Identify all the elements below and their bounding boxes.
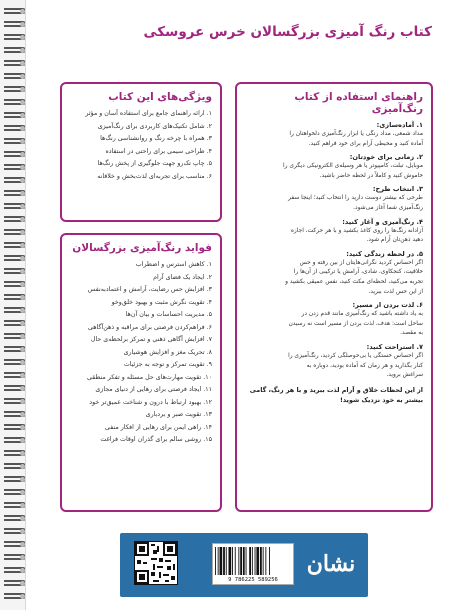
binding-hole (20, 282, 25, 287)
binding-hole (20, 516, 25, 521)
binding-hole (20, 87, 25, 92)
barcode-bar (223, 547, 225, 575)
list-item: ۲. شامل تکنیک‌های کاربردی برای رنگ‌آمیزی (97, 122, 212, 130)
benefits-heading: فواید رنگ‌آمیزی بزرگسالان (72, 242, 212, 254)
guide-section-body (245, 162, 423, 181)
binding-hole (20, 542, 25, 547)
list-item: ۱۱. ایجاد فرصتی برای رهایی از دنیای مجازی (95, 386, 212, 393)
guide-closing-line: از این لحظات خلاق و آرام لذت ببرید و با هر رنگ، گامی (249, 385, 423, 394)
guide-section-body (245, 227, 423, 246)
list-item: ۶. مناسب برای تجربه‌ای لذت‌بخش و خلاقانه (97, 172, 212, 180)
barcode-bar (238, 547, 239, 575)
guide-section-body (245, 130, 423, 149)
binding-hole (20, 529, 25, 534)
list-item: ۴. طراحی سیمی برای راحتی در استفاده (105, 147, 212, 155)
guide-section-body (245, 310, 423, 339)
benefits-list (70, 259, 212, 447)
binding-hole (20, 334, 25, 339)
barcode-bar (246, 547, 247, 575)
binding-hole (20, 568, 25, 573)
guide-section-title: ۴. رنگ‌آمیزی و آغاز کنید: (342, 217, 423, 226)
guide-section-body (245, 194, 423, 213)
guide-line: به یاد داشته باشید که رنگ‌آمیزی مانند قدم زدن در (301, 311, 423, 318)
list-item: ۳. افزایش حس رضایت، آرامش و اعتمادبه‌نفس (87, 286, 212, 293)
guide-line: آماده کنید و محیطی آرام برای خود فراهم کنید. (308, 140, 423, 147)
guide-line: اگر احساس خستگی یا بی‌حوصلگی کردید، رنگ‌آمیزی را (288, 352, 423, 359)
barcode-lines (215, 547, 289, 575)
barcode-bar (255, 547, 256, 575)
binding-hole (20, 490, 25, 495)
binding-hole (20, 100, 25, 105)
guide-line: طرحی که بیشتر دوست دارید را انتخاب کنید؛ اینجا سفر (288, 195, 423, 202)
list-item: ۵. چاپ تک‌رو جهت جلوگیری از پخش رنگ‌ها (97, 160, 212, 167)
barcode-bar (215, 547, 216, 575)
list-item: ۱۴. راهی ایمن برای رهایی از افکار منفی (105, 423, 212, 431)
binding-hole (20, 308, 25, 313)
guide-section-title: ۶. لذت بردن از مسیر: (352, 301, 423, 310)
barcode-bar (265, 547, 266, 575)
guide-line: خلاقیت، کنجکاوی، شادی، آرامش یا ترکیبی از آن‌ها را (293, 269, 423, 276)
binding-hole (20, 165, 25, 170)
binding-hole (20, 347, 25, 352)
binding-hole (20, 256, 25, 261)
binding-hole (20, 9, 25, 14)
barcode-bar (256, 547, 259, 575)
barcode-bar (260, 547, 262, 575)
list-item: ۷. افزایش آگاهی ذهنی و تمرکز برلحظه‌ی حال (90, 336, 212, 343)
list-item: ۸. تحریک مغز و افزایش هوشیاری (123, 348, 212, 356)
guide-line: به مقصد. (400, 330, 423, 337)
guide-line: ساحل است: هدف، لذت بردن از مسیر است نه رسیدن (288, 320, 423, 327)
barcode-bar (218, 547, 219, 575)
barcode-bar (269, 547, 270, 575)
guide-box (235, 82, 433, 512)
binding-hole (20, 139, 25, 144)
list-item: ۱۵. روشی سالم برای گذران اوقات فراغت (100, 436, 212, 443)
qr-code (134, 541, 178, 585)
binding-hole (20, 217, 25, 222)
guide-line: آزادانه رنگ‌ها را روی کاغذ بکشید و با هر حرکت، اجازه (290, 227, 423, 234)
barcode-bar (235, 547, 236, 575)
list-item: ۱۲. بهبود ارتباط با درون و شناخت عمیق‌تر خود (89, 398, 212, 406)
barcode-bar (240, 547, 242, 575)
guide-closing (245, 385, 423, 405)
barcode-bar (229, 547, 232, 575)
guide-line: موبایل، تبلت، کامپیوتر یا هر وسیله‌ی الکترونیکی دیگری را (283, 163, 423, 170)
binding-hole (20, 74, 25, 79)
guide-section-title: ۵. در لحظه زندگی کنید: (346, 249, 423, 258)
binding-hole (20, 48, 25, 53)
guide-section-title: ۲. زمانی برای خودتان: (349, 153, 423, 162)
binding-hole (20, 425, 25, 430)
binding-hole (20, 477, 25, 482)
binding-hole (20, 581, 25, 586)
guide-line: کنار بگذارید و هر زمان که آماده بودید، دوباره به (306, 362, 423, 369)
binding-hole (20, 399, 25, 404)
features-box (60, 82, 222, 222)
barcode-bar (232, 547, 233, 575)
guide-line: دهید ذهن‌تان آرام شود. (366, 237, 423, 244)
list-item: ۵. مدیریت احساسات و بیان آن‌ها (125, 311, 212, 318)
guide-line: اگر احساس کردید نگرانی‌هایتان از بین رفته و حس (299, 259, 423, 266)
binding-hole (20, 295, 25, 300)
binding-hole (20, 126, 25, 131)
guide-section-title: ۱. آماده‌سازی: (376, 121, 423, 129)
binding-hole (20, 204, 25, 209)
binding-hole (20, 22, 25, 27)
binding-hole (20, 61, 25, 66)
binding-hole (20, 113, 25, 118)
binding-hole (20, 412, 25, 417)
benefits-box (60, 233, 222, 512)
qr-code-graphic (135, 542, 177, 584)
binding-hole (20, 373, 25, 378)
barcode-bar (249, 547, 251, 575)
barcode-bar (226, 547, 227, 575)
guide-line: رنگ‌آمیزی شما آغاز می‌شود. (353, 204, 423, 211)
binding-hole (20, 152, 25, 157)
publisher-logo: نشان (306, 551, 356, 577)
guide-line: مداد شمعی، مداد رنگی یا ابزار رنگ‌آمیزی دلخواهتان را (289, 131, 423, 137)
binding-hole (20, 178, 25, 183)
binding-hole (20, 191, 25, 196)
guide-line: از این حس لذت ببرید. (368, 288, 423, 295)
list-item: ۲. ایجاد یک فضای آرام (153, 273, 212, 281)
barcode-bar (252, 547, 253, 575)
binding-hole (20, 594, 25, 599)
binding-hole (20, 464, 25, 469)
list-item: ۳. همراه با چرخه رنگ و روانشناسی رنگ‌ها (100, 135, 212, 142)
barcode-bar (243, 547, 245, 575)
list-item: ۱۳. تقویت صبر و بردباری (145, 411, 212, 418)
barcode-number: 9 786225 589256 (228, 577, 278, 583)
binding-hole (20, 451, 25, 456)
guide-line: خاموش کنید و کاملاً در لحظه حاضر باشید. (319, 172, 423, 179)
binding-hole (20, 360, 25, 365)
binding-hole (20, 243, 25, 248)
list-item: ۱۰. تقویت مهارت‌های حل مسئله و تفکر منطقی (86, 373, 212, 381)
list-item: ۶. فراهم‌کردن فرصتی برای مراقبه و ذهن‌آگاهی (87, 323, 212, 331)
features-list (70, 108, 212, 183)
binding-hole (20, 555, 25, 560)
isbn-barcode (212, 543, 294, 585)
spiral-binding (0, 0, 26, 610)
list-item: ۴. تقویت نگرش مثبت و بهبود خلق‌وخو (111, 298, 212, 306)
guide-section-body (245, 259, 423, 297)
barcode-bar (263, 547, 264, 575)
list-item: ۹. تقویت تمرکز و توجه به جزئیات (123, 361, 212, 368)
binding-hole (20, 438, 25, 443)
guide-closing-line: بیشتر به خود نزدیک شوید! (339, 395, 423, 404)
guide-section-body (245, 352, 423, 381)
binding-hole (20, 269, 25, 274)
book-title: کتاب رنگ آمیزی بزرگسالان خرس عروسکی (143, 24, 432, 40)
guide-section-title: ۳. انتخاب طرح: (372, 185, 423, 194)
guide-section-title: ۷. استراحت کنید: (366, 342, 423, 351)
guide-heading: راهنمای استفاده از کتاب رنگ‌آمیزی (294, 91, 423, 115)
guide-line: تجربه می‌کنید، لحظه‌ای مکث کنید، نفس عمیقی بکشید و (285, 278, 423, 285)
list-item: ۱. کاهش استرس و اضطراب (135, 261, 212, 268)
list-item: ۱. ارائه راهنمای جامع برای استفاده آسان و مؤثر (85, 110, 212, 117)
binding-hole (20, 503, 25, 508)
binding-hole (20, 321, 25, 326)
binding-hole (20, 230, 25, 235)
binding-hole (20, 35, 25, 40)
features-heading: ویژگی‌های این کتاب (108, 91, 212, 103)
guide-line: سراغش بروید. (386, 372, 423, 379)
binding-hole (20, 386, 25, 391)
barcode-bar (220, 547, 223, 575)
